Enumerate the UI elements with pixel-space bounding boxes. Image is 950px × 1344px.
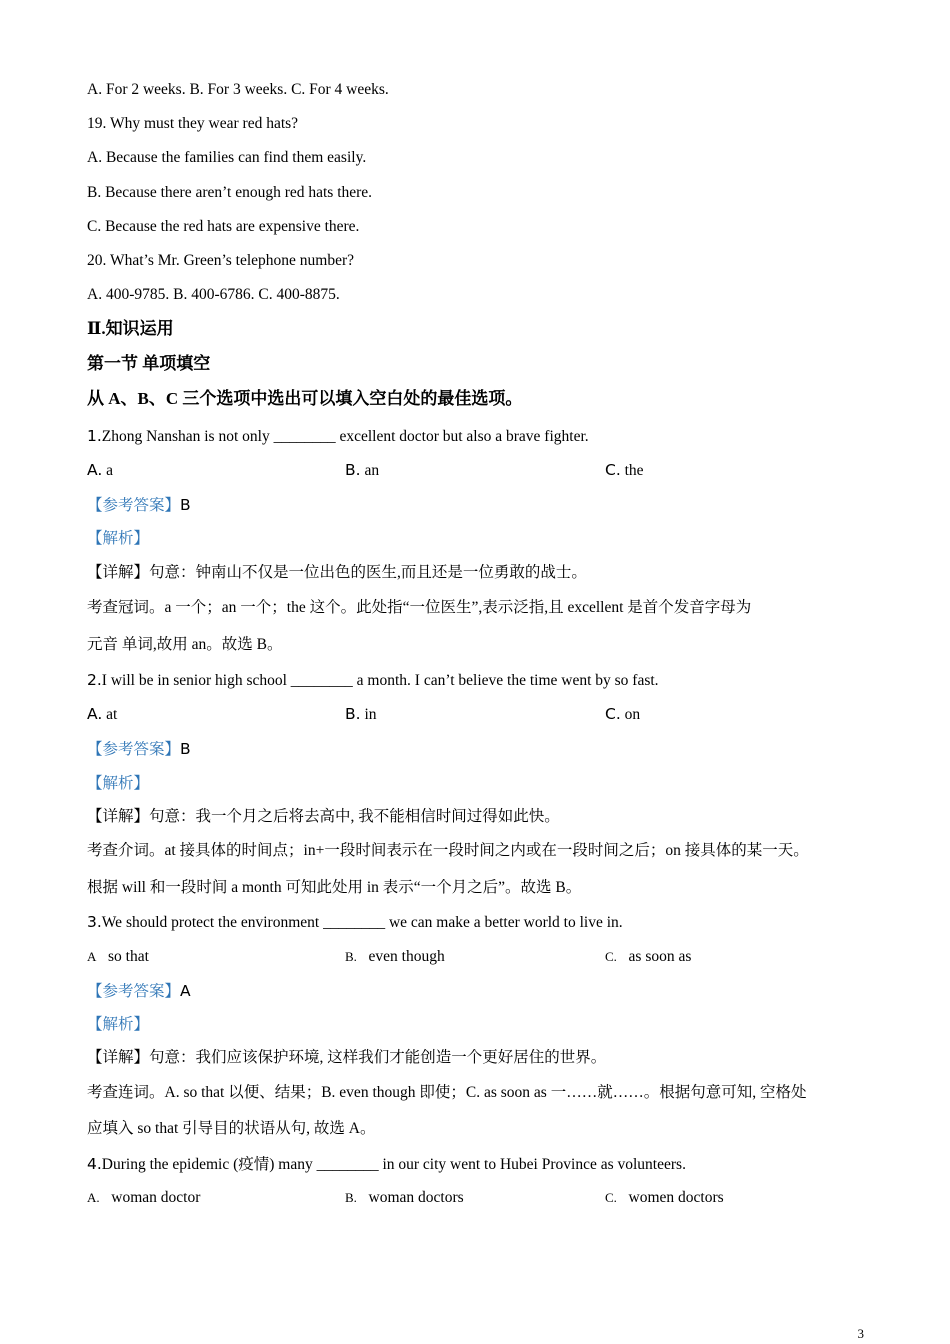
option-c	[605, 460, 644, 481]
option-text: woman doctor	[111, 1189, 201, 1206]
question-text: During the epidemic (疫情) many ________ in our city went to Hubei Province as volunteers.	[101, 1156, 686, 1173]
question-number: 1.	[87, 427, 102, 445]
question-3-stem	[87, 912, 623, 933]
option-c	[605, 704, 640, 725]
answer-label: 【参考答案】	[87, 983, 181, 1000]
option-b	[345, 460, 379, 481]
option-text: as soon as	[628, 948, 692, 965]
question-1-stem	[87, 426, 589, 447]
detail-label: 【详解】	[87, 808, 150, 825]
option-text: on	[620, 706, 641, 723]
analysis-label: 【解析】	[87, 775, 150, 792]
detail-line	[87, 563, 587, 583]
detail-text: 句意：我们应该保护环境, 这样我们才能创造一个更好居住的世界。	[149, 1049, 607, 1066]
analysis-label: 【解析】	[87, 1016, 150, 1033]
option-c	[605, 947, 691, 967]
option-letter: B.	[345, 461, 361, 479]
detail-label: 【详解】	[87, 564, 150, 581]
answer-value: B	[180, 496, 191, 514]
detail-label: 【详解】	[87, 1049, 150, 1066]
answer-label: 【参考答案】	[87, 741, 181, 758]
detail-line	[87, 1048, 606, 1068]
explanation-line-2: 应填入 so that 引导目的状语从句, 故选 A。	[87, 1120, 376, 1137]
answer-line	[87, 495, 191, 516]
option-a	[87, 704, 117, 725]
option-text: at	[102, 706, 118, 723]
section-instruction: 从 A、B、C 三个选项中选出可以填入空白处的最佳选项。	[87, 389, 523, 408]
answer-value: B	[180, 740, 191, 758]
q19-option-c: C. Because the red hats are expensive there.	[87, 218, 360, 235]
question-3-options	[87, 947, 867, 967]
answer-line	[87, 739, 191, 760]
option-b	[345, 947, 445, 967]
question-4-options	[87, 1188, 867, 1208]
q19-option-a: A. Because the families can find them easily.	[87, 149, 367, 166]
option-text: so that	[108, 948, 149, 965]
option-a	[87, 947, 149, 967]
question-number: 2.	[87, 671, 102, 689]
question-text: I will be in senior high school ________ a month. I can’t believe the time went by so fast.	[101, 672, 659, 689]
option-letter: C.	[605, 949, 617, 964]
question-2-stem	[87, 670, 659, 691]
option-letter: A.	[87, 461, 103, 479]
q19-stem: 19. Why must they wear red hats?	[87, 115, 299, 132]
option-letter: B.	[345, 705, 361, 723]
option-a	[87, 460, 113, 481]
option-text: even though	[368, 948, 445, 965]
explanation-line-2: 元音 单词,故用 an。故选 B。	[87, 636, 283, 653]
option-letter: A	[87, 949, 97, 964]
explanation-line-1: 考查连词。A. so that 以便、结果；B. even though 即使；C. as soon as 一……就……。根据句意可知, 空格处	[87, 1084, 807, 1101]
question-2-options	[87, 704, 867, 724]
option-letter: B.	[345, 949, 357, 964]
explanation-line-1: 考查介词。at 接具体的时间点；in+一段时间表示在一段时间之内或在一段时间之后；on 接具体的某一天。	[87, 842, 809, 859]
option-letter: C.	[605, 461, 621, 479]
option-letter: C.	[605, 1190, 617, 1205]
question-text: We should protect the environment ________ we can make a better world to live in.	[101, 914, 623, 931]
q18-options: A. For 2 weeks. B. For 3 weeks. C. For 4 weeks.	[87, 81, 389, 98]
section-title: Ⅱ.知识运用	[87, 319, 174, 338]
option-letter: C.	[605, 705, 621, 723]
option-text: women doctors	[628, 1189, 724, 1206]
option-letter: A.	[87, 705, 103, 723]
option-text: a	[102, 462, 114, 479]
question-number: 4.	[87, 1155, 102, 1173]
option-b	[345, 1188, 464, 1208]
question-1-options	[87, 460, 867, 480]
answer-value: A	[180, 982, 191, 1000]
section-subtitle: 第一节 单项填空	[87, 354, 211, 373]
option-c	[605, 1188, 724, 1208]
q20-stem: 20. What’s Mr. Green’s telephone number?	[87, 252, 355, 269]
option-text: an	[360, 462, 380, 479]
detail-line	[87, 807, 560, 827]
question-text: Zhong Nanshan is not only ________ excellent doctor but also a brave fighter.	[101, 428, 589, 445]
option-text: in	[360, 706, 377, 723]
option-b	[345, 704, 377, 725]
option-letter: A.	[87, 1190, 100, 1205]
explanation-line-1: 考查冠词。a 一个；an 一个；the 这个。此处指“一位医生”,表示泛指,且 excellent 是首个发音字母为	[87, 599, 752, 616]
option-a	[87, 1188, 200, 1208]
q20-options: A. 400-9785. B. 400-6786. C. 400-8875.	[87, 286, 340, 303]
q19-option-b: B. Because there aren’t enough red hats there.	[87, 184, 373, 201]
explanation-line-2: 根据 will 和一段时间 a month 可知此处用 in 表示“一个月之后”。故选 B。	[87, 879, 582, 896]
answer-label: 【参考答案】	[87, 497, 181, 514]
page-number: 3	[857, 1326, 864, 1341]
question-4-stem	[87, 1154, 686, 1175]
answer-line	[87, 981, 191, 1002]
analysis-label: 【解析】	[87, 530, 150, 547]
option-text: woman doctors	[368, 1189, 464, 1206]
option-letter: B.	[345, 1190, 357, 1205]
detail-text: 句意：钟南山不仅是一位出色的医生,而且还是一位勇敢的战士。	[149, 564, 587, 581]
option-text: the	[620, 462, 644, 479]
question-number: 3.	[87, 913, 102, 931]
detail-text: 句意：我一个月之后将去高中, 我不能相信时间过得如此快。	[149, 808, 560, 825]
